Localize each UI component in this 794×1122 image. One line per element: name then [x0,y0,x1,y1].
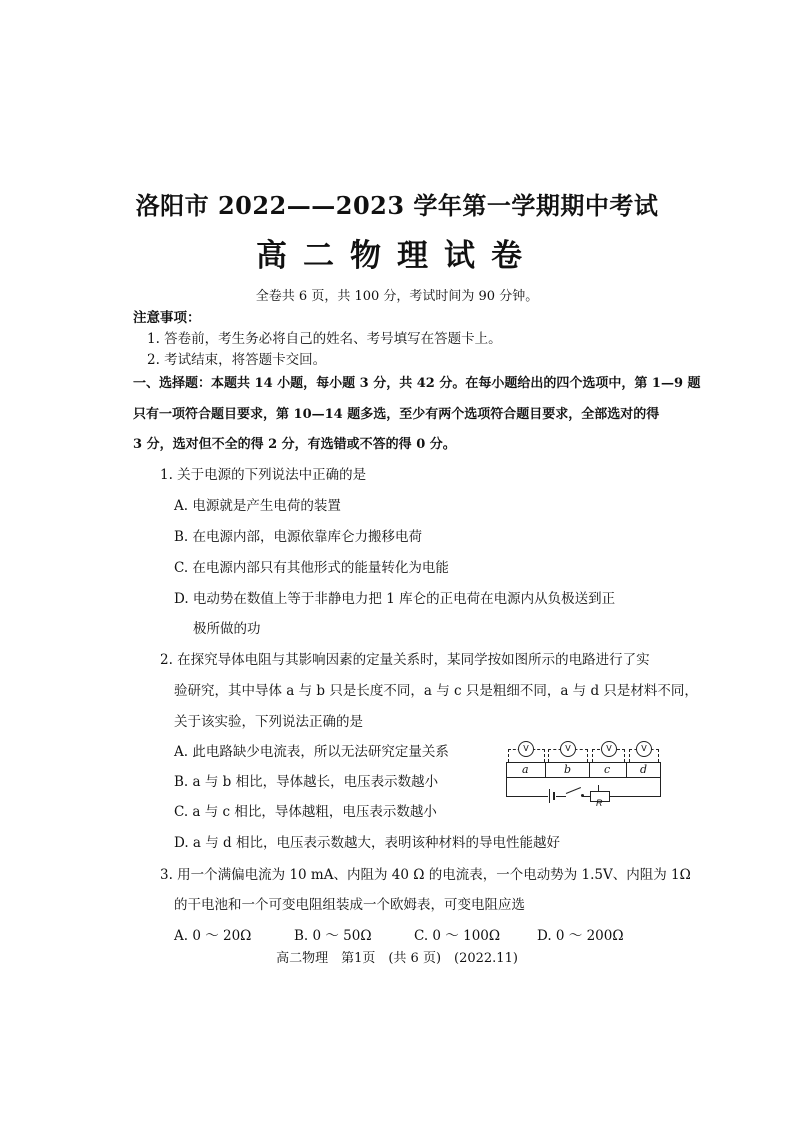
segment-label-b: b [564,763,572,776]
q1-option-b: B. 在电源内部，电源依靠库仑力搬移电荷 [174,529,423,545]
segment-label-a: a [522,763,529,776]
rheostat-label: R [596,798,603,808]
q2-option-a: A. 此电路缺少电流表，所以无法研究定量关系 [174,744,449,760]
q3-option-c: C. 0 ～ 100Ω [414,928,501,944]
voltmeter-icon: V [601,741,617,757]
q3-option-a: A. 0 ～ 20Ω [174,928,252,944]
q3-option-b: B. 0 ～ 50Ω [294,928,372,944]
q3-stem-line1: 3. 用一个满偏电流为 10 mA、内阻为 40 Ω 的电流表，一个电动势为 1.5V、内阻为 1Ω [160,867,691,883]
q1-stem: 1. 关于电源的下列说法中正确的是 [160,467,367,483]
q2-stem-line1: 2. 在探究导体电阻与其影响因素的定量关系时，某同学按如图所示的电路进行了实 [160,652,650,668]
voltmeter-icon: V [560,741,576,757]
battery-icon [549,789,550,803]
notes-item-2: 2. 考试结束，将答题卡交回。 [147,352,327,368]
segment-label-d: d [640,763,648,776]
voltmeter-icon: V [518,741,534,757]
q1-option-d-line1: D. 电动势在数值上等于非静电力把 1 库仑的正电荷在电源内从负极送到正 [174,591,616,607]
exam-title: 洛阳市 2022——2023 学年第一学期期中考试 [135,191,659,220]
q2-option-c: C. a 与 c 相比，导体越粗，电压表示数越小 [174,804,437,820]
q2-option-b: B. a 与 b 相比，导体越长，电压表示数越小 [174,774,439,790]
notes-item-1: 1. 答卷前，考生务必将自己的姓名、考号填写在答题卡上。 [147,331,502,347]
section1-line1: 一、选择题：本题共 14 小题，每小题 3 分，共 42 分。在每小题给出的四个选项中，第 1—9 题 [133,376,701,391]
q1-option-d-line2: 极所做的功 [193,621,261,637]
voltmeter-icon: V [636,741,652,757]
exam-info: 全卷共 6 页，共 100 分，考试时间为 90 分钟。 [255,289,539,304]
q3-option-d: D. 0 ～ 200Ω [537,928,624,944]
q1-option-a: A. 电源就是产生电荷的装置 [174,498,341,514]
q2-option-d: D. a 与 d 相比，电压表示数越大，表明该种材料的导电性能越好 [174,835,560,851]
notes-heading: 注意事项： [133,310,201,326]
segment-label-c: c [604,763,611,776]
q3-stem-line2: 的干电池和一个可变电阻组装成一个欧姆表，可变电阻应选 [174,897,525,913]
q2-stem-line3: 关于该实验，下列说法正确的是 [174,714,363,730]
section1-line2: 只有一项符合题目要求，第 10—14 题多选，至少有两个选项符合题目要求，全部选对的得 [133,407,660,422]
q2-stem-line2: 验研究，其中导体 a 与 b 只是长度不同，a 与 c 只是粗细不同，a 与 d 只是材料不同， [174,683,698,699]
q1-option-c: C. 在电源内部只有其他形式的能量转化为电能 [174,560,449,576]
section1-line3: 3 分，选对但不全的得 2 分，有选错或不答的得 0 分。 [133,437,456,452]
page-footer: 高二物理 第1页 (共 6 页) (2022.11) [276,951,518,966]
exam-subtitle: 高二物理试卷 [256,238,538,274]
circuit-figure [498,738,668,806]
